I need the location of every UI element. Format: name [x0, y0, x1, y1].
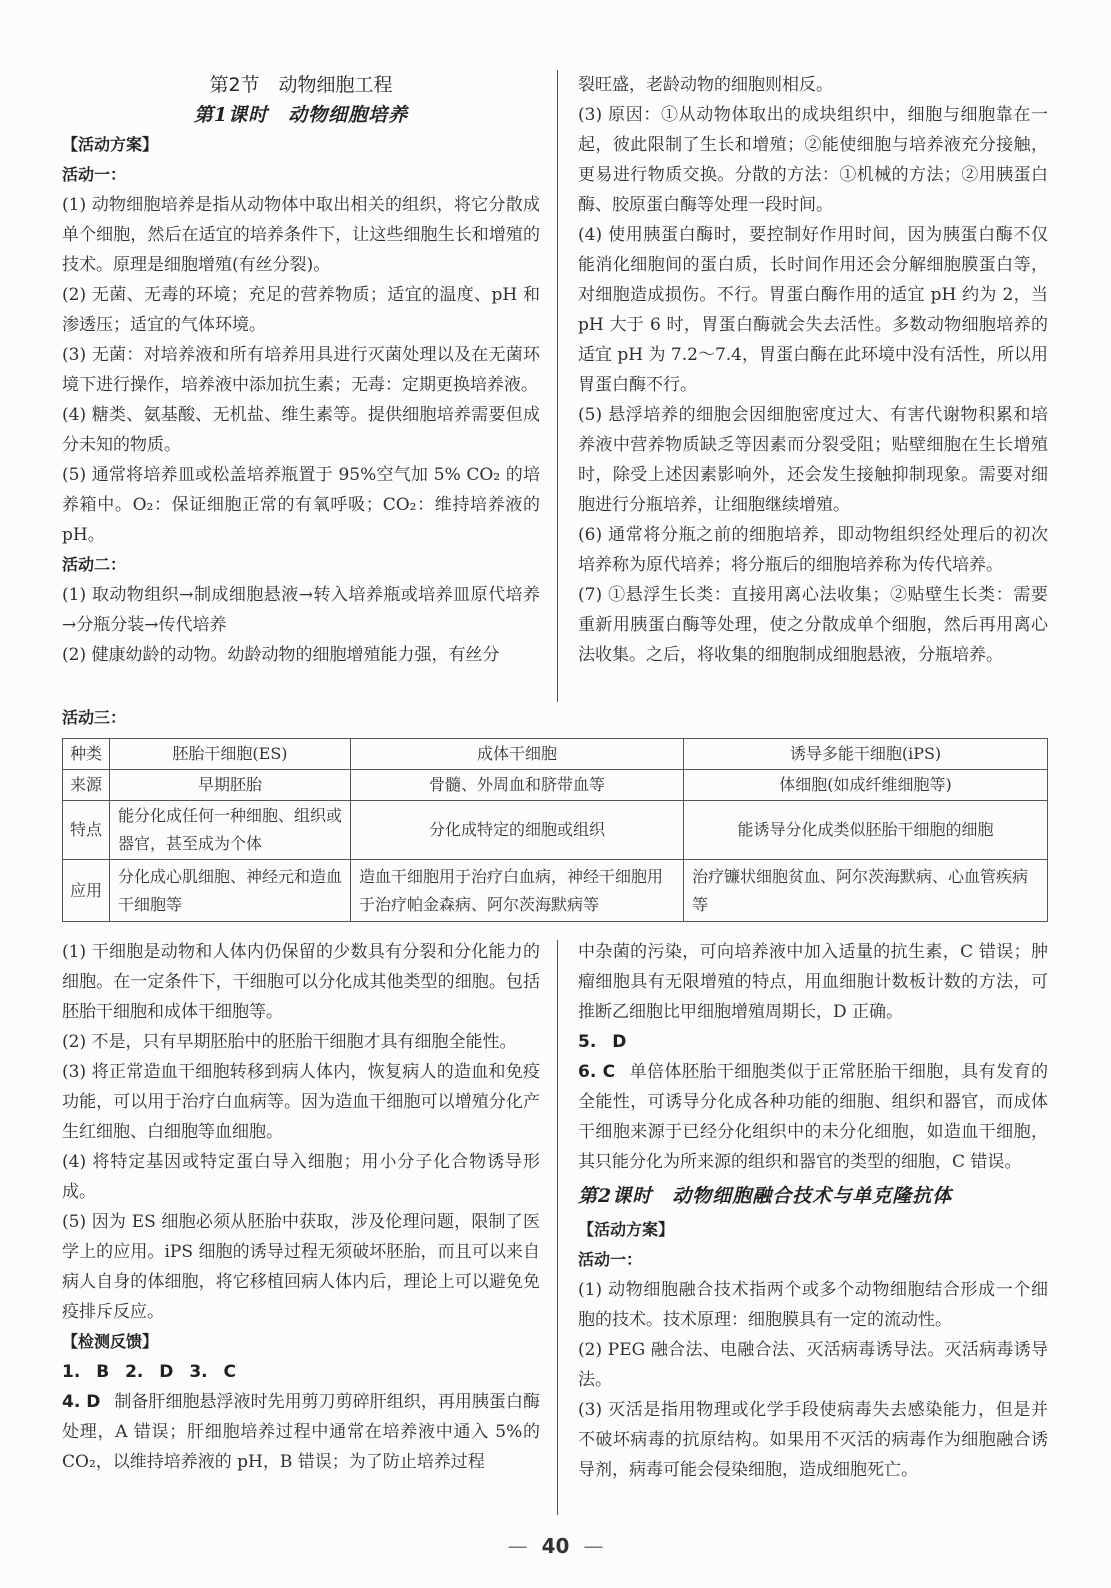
answer-paragraph — [578, 400, 1048, 520]
answer-paragraph — [578, 100, 1048, 220]
table-cell: 胚胎干细胞(ES) — [110, 739, 351, 770]
column-divider-bottom — [557, 940, 558, 1515]
answer-paragraph — [578, 1057, 1048, 1177]
paragraph-text: 单倍体胚胎干细胞类似于正常胚胎干细胞，具有发育的全能性，可诱导分化成各种功能的细胞、组织和器官，而成体干细胞来源于已经分化组织中的未分化细胞，如造血干细胞，其只能分化为所来源的组织和器官的类型的细胞，C 错误。 — [578, 1062, 1048, 1172]
answer-paragraph — [62, 1207, 540, 1327]
section-title — [62, 70, 540, 100]
paragraph-text: 【活动方案】 — [62, 135, 159, 154]
answer-paragraph — [62, 1057, 540, 1147]
table-cell: 能分化成任何一种细胞、组织或器官，甚至成为个体 — [110, 801, 351, 860]
paragraph-text: 活动一： — [578, 1250, 643, 1269]
table-cell: 早期胚胎 — [110, 770, 351, 801]
section-label — [578, 1215, 1048, 1245]
paragraph-text: 活动一： — [62, 165, 127, 184]
paragraph-text: 活动二： — [62, 555, 127, 574]
table-cell: 能诱导分化成类似胚胎干细胞的细胞 — [684, 801, 1048, 860]
answer-paragraph — [62, 937, 540, 1027]
paragraph-text: 1. B 2. D 3. C — [62, 1362, 236, 1382]
table-cell: 骨髓、外周血和脐带血等 — [351, 770, 684, 801]
activity3-label: 活动三： — [62, 708, 127, 727]
table-row — [63, 860, 1048, 922]
lesson-title — [62, 100, 540, 130]
answer-paragraph — [62, 190, 540, 280]
paragraph-text: 第1课时 动物细胞培养 — [193, 104, 409, 126]
answer-paragraph — [578, 937, 1048, 1027]
column-divider-top — [557, 70, 558, 702]
row-header-cell: 特点 — [63, 801, 110, 860]
paragraph-text: 裂旺盛，老龄动物的细胞则相反。 — [578, 75, 833, 95]
answer-paragraph — [578, 1275, 1048, 1335]
paragraph-text: (2) 不是，只有早期胚胎中的胚胎干细胞才具有细胞全能性。 — [62, 1032, 517, 1052]
answer-number: 6. C — [578, 1062, 616, 1082]
paragraph-text: (3) 将正常造血干细胞转移到病人体内，恢复病人的造血和免疫功能，可以用于治疗白血病等。因为造血干细胞可以增殖分化产生红细胞、白细胞等血细胞。 — [62, 1062, 540, 1142]
answer-number: 4. D — [62, 1392, 101, 1412]
paragraph-text: (1) 动物细胞培养是指从动物体中取出相关的组织，将它分散成单个细胞，然后在适宜的培养条件下，让这些细胞生长和增殖的技术。原理是细胞增殖(有丝分裂)。 — [62, 195, 540, 275]
table-cell: 分化成心肌细胞、神经元和造血干细胞等 — [110, 860, 351, 922]
answer-paragraph — [62, 400, 540, 460]
paragraph-text: (6) 通常将分瓶之前的细胞培养，即动物组织经处理后的初次培养称为原代培养；将分瓶后的细胞培养称为传代培养。 — [578, 525, 1048, 575]
answer-paragraph — [62, 1147, 540, 1207]
left-column-top — [62, 70, 540, 670]
table-row — [63, 739, 1048, 770]
section-label — [62, 1327, 540, 1357]
table-row — [63, 770, 1048, 801]
paragraph-text: 【检测反馈】 — [62, 1332, 159, 1351]
paragraph-text: 【活动方案】 — [578, 1220, 675, 1239]
answer-paragraph — [62, 340, 540, 400]
row-header-cell: 应用 — [63, 860, 110, 922]
paragraph-text: (3) 灭活是指用物理或化学手段使病毒失去感染能力，但是并不破坏病毒的抗原结构。如果用不灭活的病毒作为细胞融合诱导剂，病毒可能会侵染细胞，造成细胞死亡。 — [578, 1400, 1048, 1480]
answer-key — [62, 1357, 540, 1387]
paragraph-text: (2) PEG 融合法、电融合法、灭活病毒诱导法。灭活病毒诱导法。 — [578, 1340, 1048, 1390]
section-label — [578, 1245, 1048, 1275]
right-column-bottom — [578, 937, 1048, 1485]
lesson-title — [578, 1177, 1048, 1215]
table-cell: 分化成特定的细胞或组织 — [351, 801, 684, 860]
paragraph-text: (3) 原因：①从动物体取出的成块组织中，细胞与细胞靠在一起，彼此限制了生长和增殖；②能使细胞与培养液充分接触，更易进行物质交换。分散的方法：①机械的方法；②用胰蛋白酶、胶原蛋白酶等处理一段时间。 — [578, 105, 1048, 215]
paragraph-text: (1) 干细胞是动物和人体内仍保留的少数具有分裂和分化能力的细胞。在一定条件下，干细胞可以分化成其他类型的细胞。包括胚胎干细胞和成体干细胞等。 — [62, 942, 540, 1022]
paragraph-text: (4) 使用胰蛋白酶时，要控制好作用时间，因为胰蛋白酶不仅能消化细胞间的蛋白质，长时间作用还会分解细胞膜蛋白等，对细胞造成损伤。不行。胃蛋白酶作用的适宜 pH 约为 2，当 pH 大于 6 时，胃蛋白酶就会失去活性。多数动物细胞培养的适宜 pH 为 7.2～7.4，胃蛋白酶在此环境中没有活性，所以用胃蛋白酶不行。 — [578, 225, 1048, 395]
section-label — [62, 130, 540, 160]
answer-paragraph — [578, 580, 1048, 670]
answer-paragraph — [62, 460, 540, 550]
answer-paragraph — [578, 520, 1048, 580]
paragraph-text: (4) 将特定基因或特定蛋白导入细胞；用小分子化合物诱导形成。 — [62, 1152, 540, 1202]
answer-paragraph — [62, 640, 540, 670]
paragraph-text: (1) 取动物组织→制成细胞悬液→转入培养瓶或培养皿原代培养→分瓶分装→传代培养 — [62, 585, 540, 635]
paragraph-text: (3) 无菌：对培养液和所有培养用具进行灭菌处理以及在无菌环境下进行操作，培养液中添加抗生素；无毒：定期更换培养液。 — [62, 345, 540, 395]
paragraph-text: (5) 因为 ES 细胞必须从胚胎中获取，涉及伦理问题，限制了医学上的应用。iPS 细胞的诱导过程无须破坏胚胎，而且可以来自病人自身的体细胞，将它移植回病人体内后，理论上可以避免免疫排斥反应。 — [62, 1212, 540, 1322]
answer-paragraph — [578, 1395, 1048, 1485]
answer-paragraph — [578, 220, 1048, 400]
answer-paragraph — [62, 1027, 540, 1057]
paragraph-text: (2) 健康幼龄的动物。幼龄动物的细胞增殖能力强，有丝分 — [62, 645, 500, 665]
answer-paragraph — [62, 580, 540, 640]
table-cell: 成体干细胞 — [351, 739, 684, 770]
row-header-cell: 来源 — [63, 770, 110, 801]
paragraph-text: (2) 无菌、无毒的环境；充足的营养物质；适宜的温度、pH 和渗透压；适宜的气体环境。 — [62, 285, 540, 335]
paragraph-text: (1) 动物细胞融合技术指两个或多个动物细胞结合形成一个细胞的技术。技术原理：细胞膜具有一定的流动性。 — [578, 1280, 1048, 1330]
paragraph-text: 制备肝细胞悬浮液时先用剪刀剪碎肝组织，再用胰蛋白酶处理，A 错误；肝细胞培养过程中通常在培养液中通入 5%的 CO₂，以维持培养液的 pH，B 错误；为了防止培养过程 — [62, 1392, 540, 1472]
section-label — [62, 550, 540, 580]
table-cell: 诱导多能干细胞(iPS) — [684, 739, 1048, 770]
paragraph-text: (5) 通常将培养皿或松盖培养瓶置于 95%空气加 5% CO₂ 的培养箱中。O₂：保证细胞正常的有氧呼吸；CO₂：维持培养液的 pH。 — [62, 465, 540, 545]
paragraph-text: 第2节 动物细胞工程 — [209, 74, 393, 96]
answer-key — [578, 1027, 1048, 1057]
row-header-cell: 种类 — [63, 739, 110, 770]
page-number: — 40 — — [507, 1534, 604, 1558]
paragraph-text: (7) ①悬浮生长类：直接用离心法收集；②贴壁生长类：需要重新用胰蛋白酶等处理，使之分散成单个细胞，然后再用离心法收集。之后，将收集的细胞制成细胞悬液，分瓶培养。 — [578, 585, 1048, 665]
stem-cell-table — [62, 738, 1048, 922]
answer-paragraph — [578, 70, 1048, 100]
answer-paragraph — [578, 1335, 1048, 1395]
paragraph-text: (4) 糖类、氨基酸、无机盐、维生素等。提供细胞培养需要但成分未知的物质。 — [62, 405, 540, 455]
table-cell: 体细胞(如成纤维细胞等) — [684, 770, 1048, 801]
paragraph-text: 中杂菌的污染，可向培养液中加入适量的抗生素，C 错误；肿瘤细胞具有无限增殖的特点，用血细胞计数板计数的方法，可推断乙细胞比甲细胞增殖周期长，D 正确。 — [578, 942, 1048, 1022]
right-column-top — [578, 70, 1048, 670]
left-column-bottom — [62, 937, 540, 1477]
paragraph-text: 5. D — [578, 1032, 627, 1052]
answer-paragraph — [62, 1387, 540, 1477]
answer-paragraph — [62, 280, 540, 340]
paragraph-text: 第2课时 动物细胞融合技术与单克隆抗体 — [578, 1185, 953, 1207]
paragraph-text: (5) 悬浮培养的细胞会因细胞密度过大、有害代谢物积累和培养液中营养物质缺乏等因素而分裂受阻；贴壁细胞在生长增殖时，除受上述因素影响外，还会发生接触抑制现象。需要对细胞进行分瓶培养，让细胞继续增殖。 — [578, 405, 1048, 515]
table-row — [63, 801, 1048, 860]
page-number-value: 40 — [541, 1534, 570, 1558]
table-cell: 造血干细胞用于治疗白血病，神经干细胞用于治疗帕金森病、阿尔茨海默病等 — [351, 860, 684, 922]
section-label — [62, 160, 540, 190]
table-cell: 治疗镰状细胞贫血、阿尔茨海默病、心血管疾病等 — [684, 860, 1048, 922]
